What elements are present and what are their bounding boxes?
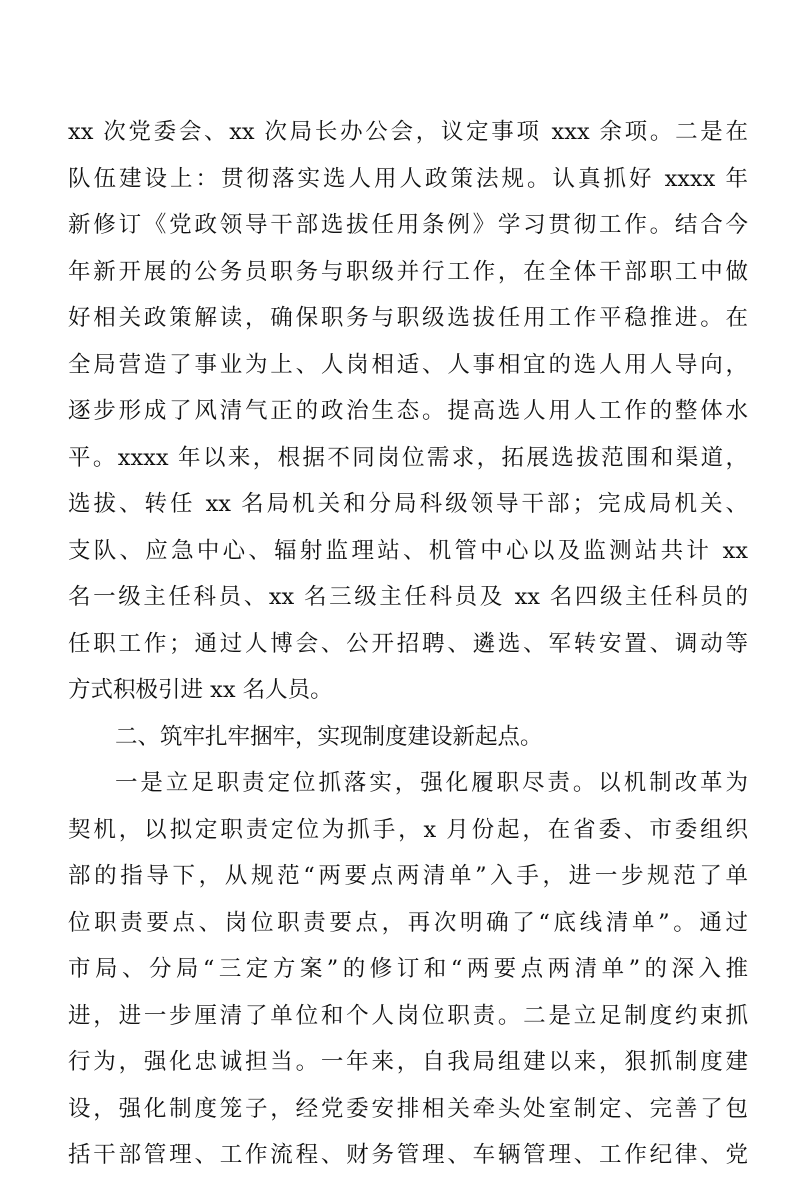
text-line: 行为，强化忠诚担当。一年来，自我局组建以来，狠抓制度建 <box>68 1049 748 1075</box>
text-line: 括干部管理、工作流程、财务管理、车辆管理、工作纪律、党 <box>68 1142 748 1168</box>
text-line: 部的指导下，从规范“两要点两清单”入手，进一步规范了单 <box>68 863 748 889</box>
text-line: 年新开展的公务员职务与职级并行工作，在全体干部职工中做 <box>68 258 748 285</box>
text-line: 任职工作；通过人博会、公开招聘、遴选、军转安置、调动等 <box>68 630 748 657</box>
text-line: 进，进一步厘清了单位和个人岗位职责。二是立足制度约束抓 <box>68 1002 748 1029</box>
text-line: 队伍建设上：贯彻落实选人用人政策法规。认真抓好 xxxx 年 <box>68 165 748 192</box>
text-line: xx 次党委会、xx 次局长办公会，议定事项 xxx 余项。二是在 <box>68 119 748 145</box>
section-heading: 二、筑牢扎牢捆牢，实现制度建设新起点。 <box>115 723 543 750</box>
text-line: 新修订《党政领导干部选拔任用条例》学习贯彻工作。结合今 <box>68 212 748 238</box>
text-line: 支队、应急中心、辐射监理站、机管中心以及监测站共计 xx <box>68 537 748 564</box>
document-body <box>68 109 748 1179</box>
text-line: 选拔、转任 xx 名局机关和分局科级领导干部；完成局机关、 <box>68 491 748 517</box>
text-line: 全局营造了事业为上、人岗相适、人事相宜的选人用人导向， <box>68 351 748 378</box>
text-line: 逐步形成了风清气正的政治生态。提高选人用人工作的整体水 <box>68 398 748 424</box>
text-line: 好相关政策解读，确保职务与职级选拔任用工作平稳推进。在 <box>68 305 748 331</box>
paragraph-first-line: 一是立足职责定位抓落实，强化履职尽责。以机制改革为 <box>115 770 748 796</box>
text-line: 方式积极引进 xx 名人员。 <box>68 677 333 703</box>
text-line: 位职责要点、岗位职责要点，再次明确了“底线清单”。通过 <box>68 909 748 936</box>
text-line: 契机，以拟定职责定位为抓手，x 月份起，在省委、市委组织 <box>68 816 748 843</box>
text-line: 平。xxxx 年以来，根据不同岗位需求，拓展选拔范围和渠道， <box>68 444 748 471</box>
text-line: 市局、分局“三定方案”的修订和“两要点两清单”的深入推 <box>68 956 748 982</box>
text-line: 名一级主任科员、xx 名三级主任科员及 xx 名四级主任科员的 <box>68 584 748 610</box>
text-line: 设，强化制度笼子，经党委安排相关牵头处室制定、完善了包 <box>68 1095 748 1122</box>
